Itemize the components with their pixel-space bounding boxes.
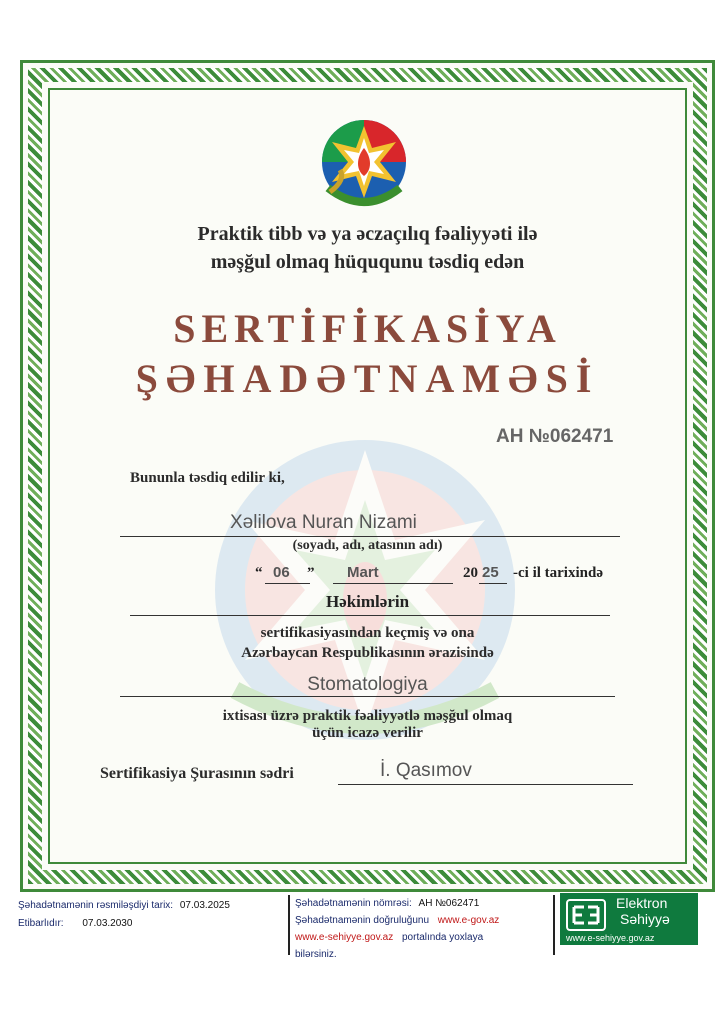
valid-date: 07.03.2030 xyxy=(82,918,133,929)
month-line xyxy=(333,583,453,584)
month-value: Mart xyxy=(347,564,379,581)
egov-link[interactable]: www.e-gov.az xyxy=(437,915,500,926)
text-line-2: Azərbaycan Respublikasının ərazisində xyxy=(241,645,494,661)
number-value: AH №062471 xyxy=(418,898,480,909)
date-suffix: -ci il tarixində xyxy=(513,565,603,581)
serial-number: AH №062471 xyxy=(496,426,614,447)
logo-e-mark-icon xyxy=(568,901,604,929)
valid-label: Etibarlıdır: xyxy=(18,918,64,929)
day-line xyxy=(265,583,310,584)
issue-date-row xyxy=(18,900,230,911)
text-line-1: sertifikasiyasından keçmiş və ona xyxy=(260,625,475,641)
year-line xyxy=(479,583,507,584)
logo-line-2: Səhiyyə xyxy=(620,911,670,927)
verify-label: Şəhadətnamənin doğruluğunu xyxy=(295,915,429,926)
full-name: Xəlilova Nuran Nizami xyxy=(230,512,417,533)
verify-row xyxy=(295,915,499,926)
title-line-1: SERTİFİKASİYA xyxy=(173,306,562,351)
chair-name: İ. Qasımov xyxy=(380,760,472,781)
sehiyye-link[interactable]: www.e-sehiyye.gov.az xyxy=(295,932,394,943)
year-prefix: 20 xyxy=(463,565,478,581)
confirm-label: Bununla təsdiq edilir ki, xyxy=(130,470,285,486)
elektron-sehiyye-logo-icon xyxy=(560,893,698,945)
number-label: Şəhadətnamənin nömrəsi: xyxy=(295,898,412,909)
certificate-sheet xyxy=(20,60,715,892)
name-line xyxy=(120,536,620,537)
chair-line xyxy=(338,784,633,785)
portal-text: portalında yoxlaya xyxy=(401,932,484,943)
specialty-line xyxy=(120,696,615,697)
logo-mark xyxy=(566,899,606,931)
chair-label: Sertifikasiya Şurasının sədri xyxy=(100,765,294,782)
year-suffix: 25 xyxy=(482,564,499,581)
logo-line-1: Elektron xyxy=(616,895,668,911)
bilersiniz-text: bilərsiniz. xyxy=(295,949,337,960)
body-text-1 xyxy=(20,623,715,663)
category-line xyxy=(130,615,610,616)
name-caption: (soyadı, adı, atasının adı) xyxy=(292,538,443,553)
body-text-2 xyxy=(20,708,715,742)
day-value: 06 xyxy=(273,564,290,581)
issue-label: Şəhadətnamənin rəsmiləşdiyi tarix: xyxy=(18,900,174,911)
portal-row xyxy=(295,932,483,943)
quote-open: “ xyxy=(255,565,263,581)
logo-url: www.e-sehiyye.gov.az xyxy=(566,933,655,943)
text-line-3: ixtisası üzrə praktik fəaliyyətlə məşğul olmaq xyxy=(222,708,513,724)
number-row xyxy=(295,898,479,909)
date-row xyxy=(255,565,675,587)
footer-separator-1 xyxy=(288,895,290,955)
issue-date: 07.03.2025 xyxy=(179,900,230,911)
valid-date-row xyxy=(18,918,132,929)
intro-text xyxy=(20,220,715,276)
intro-line-2: məşğul olmaq hüququnu təsdiq edən xyxy=(210,251,525,273)
specialty: Stomatologiya xyxy=(307,674,428,695)
footer-separator-2 xyxy=(553,895,555,955)
category: Həkimlərin xyxy=(325,592,410,611)
quote-close: ” xyxy=(307,565,315,581)
azerbaijan-emblem-icon xyxy=(316,118,412,214)
intro-line-1: Praktik tibb və ya əczaçılıq fəaliyyəti ilə xyxy=(197,223,538,245)
text-line-4: üçün icazə verilir xyxy=(312,725,423,741)
title-line-2: ŞƏHADƏTNAMƏSİ xyxy=(135,356,600,401)
